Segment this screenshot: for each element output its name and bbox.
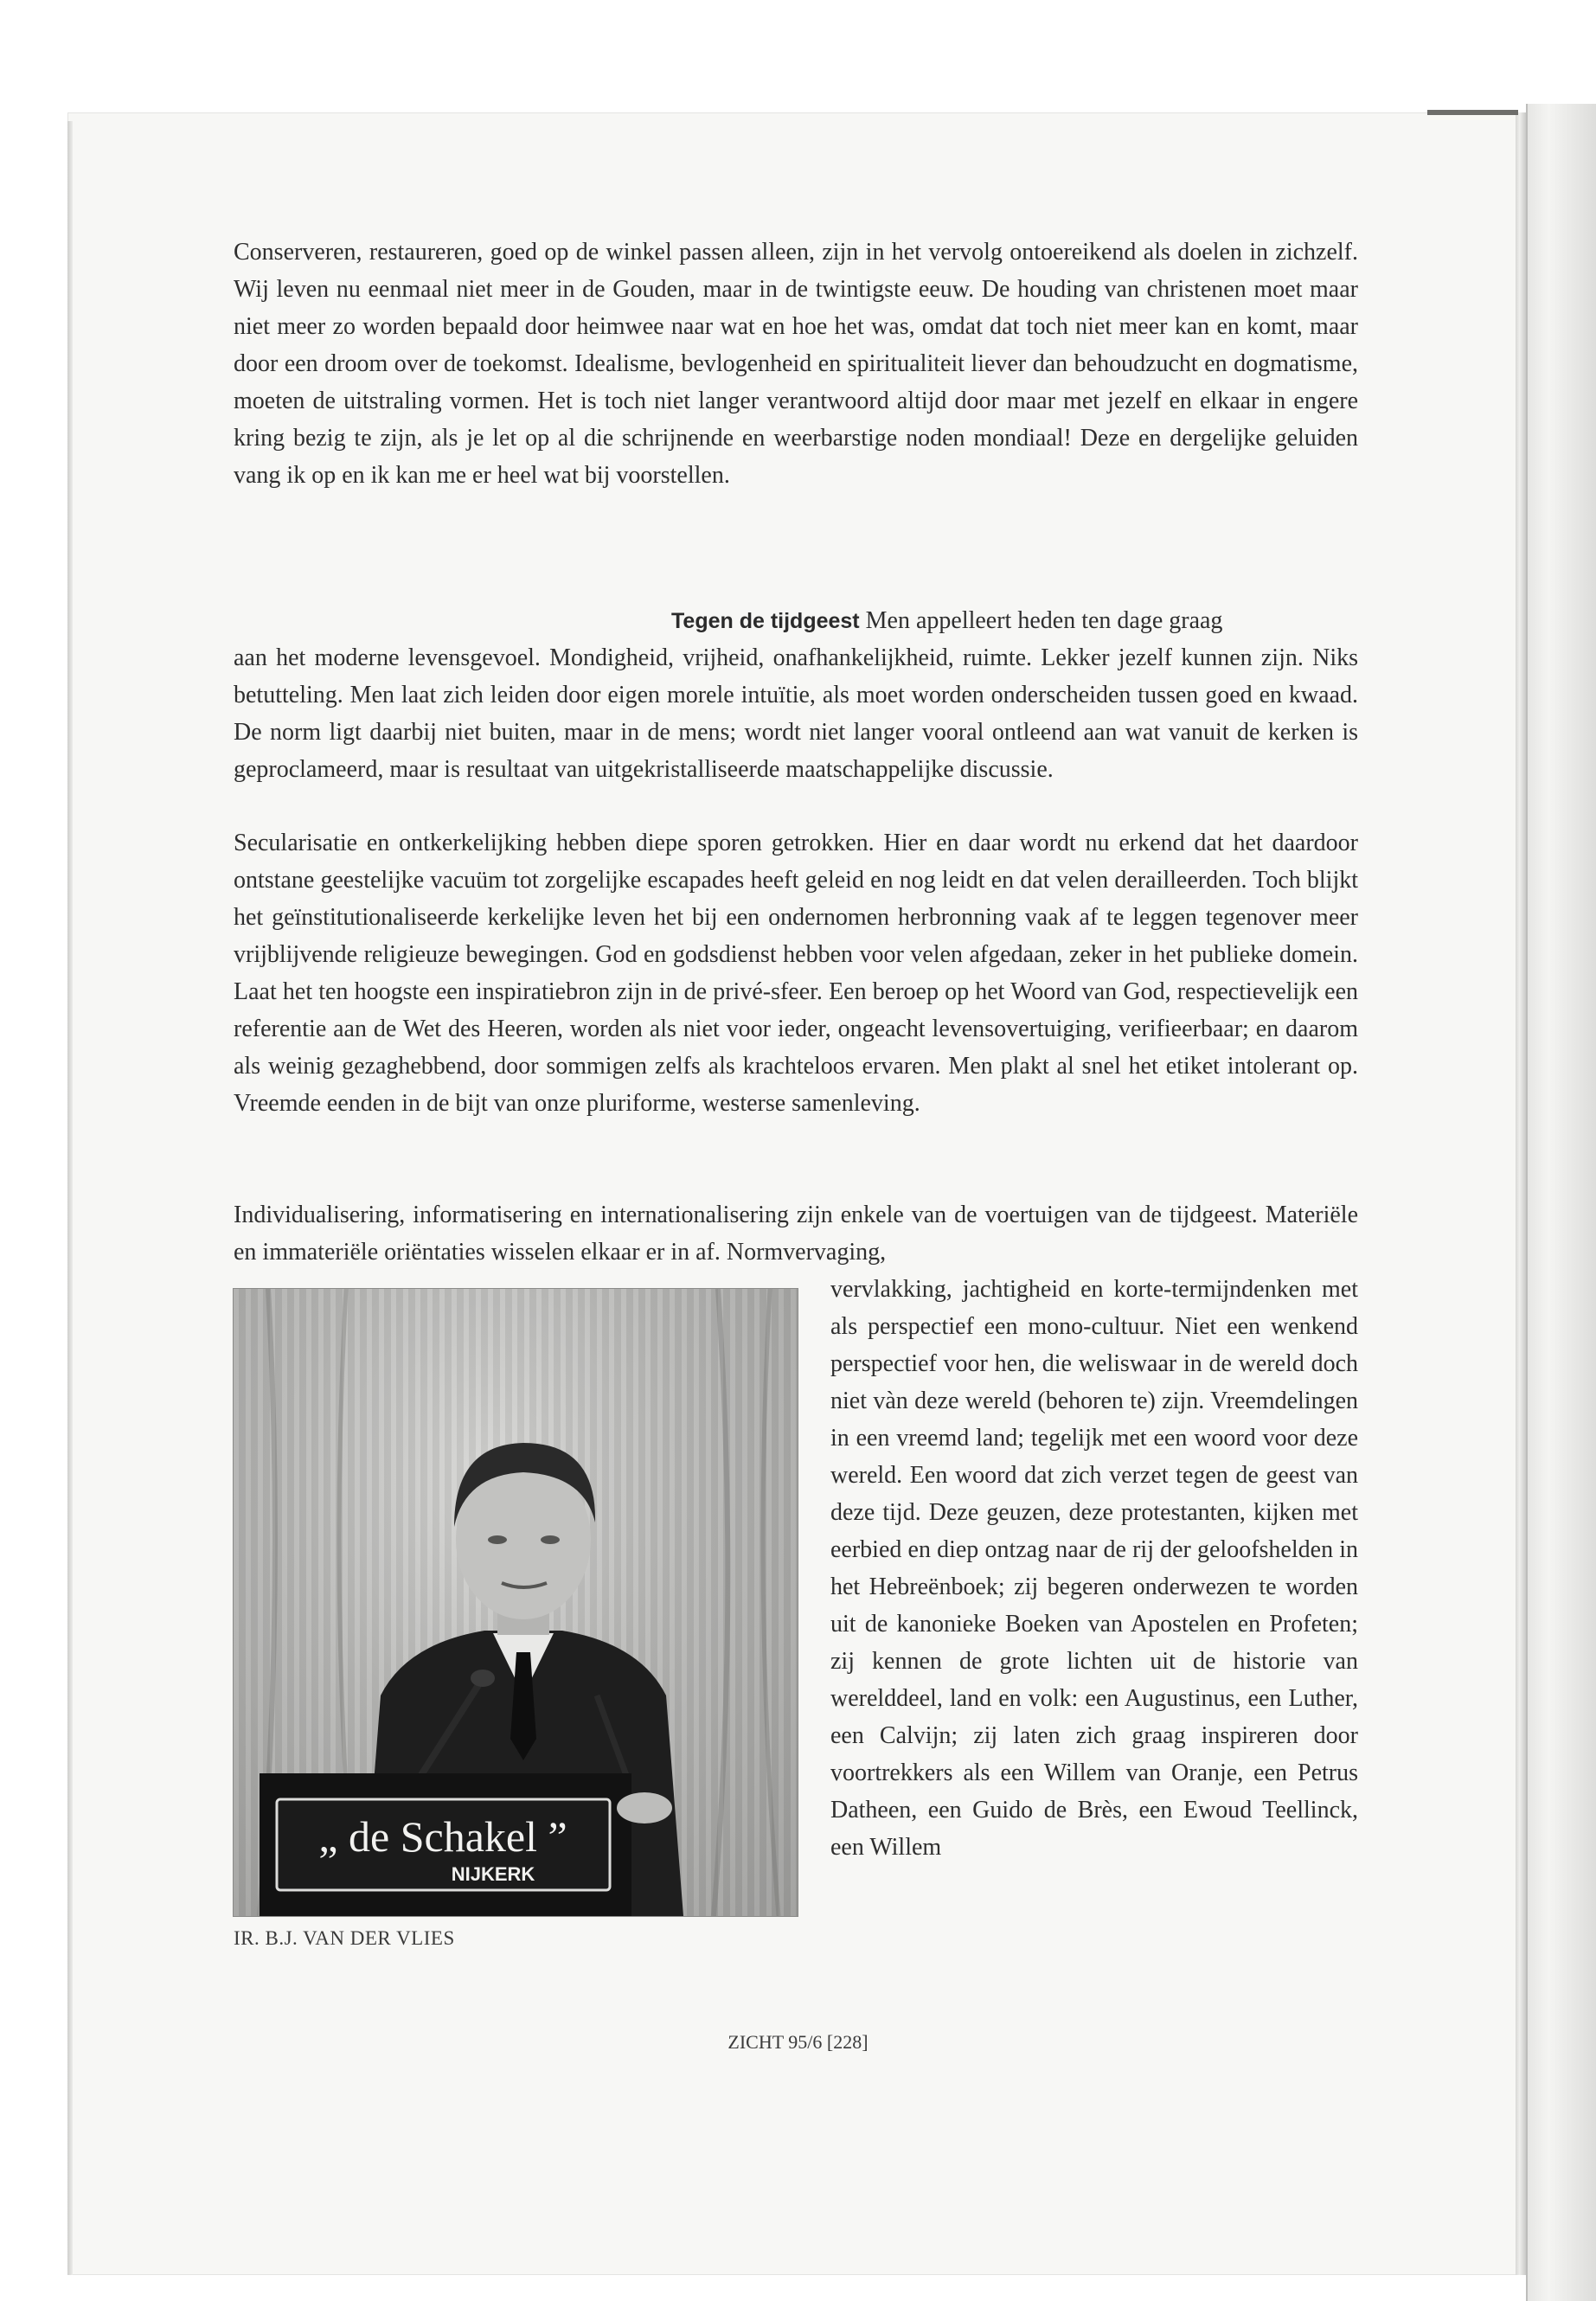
section-heading: Tegen de tijdgeest (671, 609, 860, 633)
cover-top-mark (1427, 110, 1518, 115)
paragraph-lifestyle: aan het moderne levensgevoel. Mondigheid, vrijheid, onafhankelijkheid, ruimte. Lekker jezelf kunnen zijn. Niks betutteling. Men laat zich leiden door eigen morele intuïtie, als moet worden onderscheiden tussen goed en kwaad. De norm ligt daarbij niet buiten, maar in de mens; wordt niet langer vooral ontleend aan wat vanuit de kerken is geproclameerd, maar is resultaat van uitgekristalliseerde maatschappelijke discussie. (234, 644, 1358, 783)
book-cover-edge (1526, 104, 1596, 2301)
page-folio: ZICHT 95/6 [228] (727, 2031, 869, 2053)
lectern-sign-subtext: NIJKERK (451, 1863, 535, 1885)
lectern-sign-text: „ de Schakel ” (318, 1812, 567, 1861)
speaker-photo (234, 1289, 798, 1916)
paragraph-intro: Conserveren, restaureren, goed op de winkel passen alleen, zijn in het vervolg ontoereikend als doelen in zichzelf. Wij leven nu eenmaal niet meer in de Gouden, maar in de twintigste eeuw. De houding van christenen moet maar niet meer zo worden bepaald door heimwee naar wat en hoe het was, omdat dat toch niet meer kan en komt, maar door een droom over de toekomst. Idealisme, bevlogenheid en spiritualiteit liever dan behoudzucht en dogmatisme, moeten de uitstraling vormen. Het is toch niet langer verantwoord altijd door maar met jezelf en elkaar in engere kring bezig te zijn, als je let op al die schrijnende en weerbarstige noden mondiaal! Deze en dergelijke geluiden vang ik op en ik kan me er heel wat bij voorstellen. (234, 239, 1358, 489)
speaker-photo-illustration (234, 1289, 798, 1916)
page-right-edge (1516, 112, 1526, 2275)
paragraph-secularisation: Secularisatie en ontkerkelijking hebben diepe sporen getrokken. Hier en daar wordt nu erkend dat het daardoor ontstane geestelijke vacuüm tot zorgelijke escapades heeft geleid en nog leidt en dat velen derailleerden. Toch blijkt het geïnstitutionaliseerde kerkelijke leven het bij een ondernomen herbronning vaak af te leggen tegenover meer vrijblijvende religieuze bewegingen. God en godsdienst hebben voor velen afgedaan, zeker in het publieke domein. Laat het ten hoogste een inspiratiebron zijn in de privé-sfeer. Een beroep op het Woord van God, respectievelijk een referentie aan de Wet des Heeren, worden als niet voor ieder, ongeacht levensovertuiging, verifieerbaar; en daarom als weinig gezaghebbend, door sommigen zelfs als krachteloos ervaren. Men plakt al snel het etiket intolerant op. Vreemde eenden in de bijt van onze pluriforme, westerse samenleving. (234, 830, 1358, 1117)
speaker-hand (617, 1792, 672, 1823)
page-left-edge (67, 121, 73, 2275)
section-heading-run-in: Men appelleert heden ten dage graag (865, 607, 1223, 634)
photo-caption: IR. B.J. VAN DER VLIES (234, 1927, 455, 1949)
paragraph-column-continued: vervlakking, jachtigheid en korte-termijndenken met als perspectief een mono-cultuur. Niet een wenkend perspectief voor hen, die weliswaar in de wereld doch niet vàn deze wereld (behoren te) zijn. Vreemdelingen in een vreemd land; tegelijk met een woord voor deze wereld. Een woord dat zich verzet tegen de geest van deze tijd. Deze geuzen, deze protestanten, kijken met eerbied en diep ontzag naar de rij der geloofshelden in het Hebreënboek; zij begeren onderwezen te worden uit de kanonieke Boeken van Apostelen en Profeten; zij kennen de grote lichten uit de historie van werelddeel, land en volk: een Augustinus, een Luther, een Calvijn; zij laten zich graag inspireren door voortrekkers als een Willem van Oranje, een Petrus Datheen, een Guido de Brès, een Ewoud Teellinck, een Willem (830, 1276, 1358, 1861)
section-heading-row (234, 602, 1358, 640)
paragraph-individualisation: Individualisering, informatisering en internationalisering zijn enkele van de voertuigen van de tijdgeest. Materiële en immateriële oriëntaties wisselen elkaar er in af. Normvervaging, (234, 1202, 1358, 1266)
